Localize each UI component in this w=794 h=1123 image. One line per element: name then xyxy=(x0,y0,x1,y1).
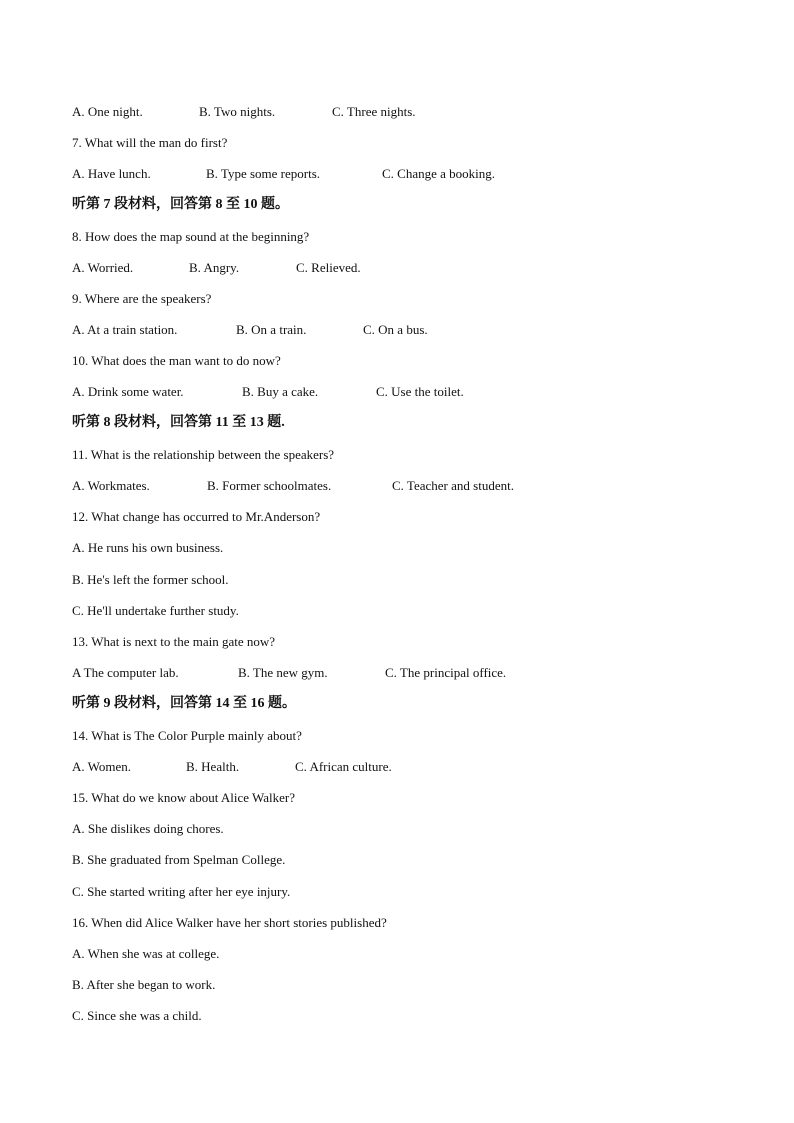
answer-option: C. Three nights. xyxy=(332,104,416,119)
question-text: 9. Where are the speakers? xyxy=(72,291,212,306)
answer-option: C. African culture. xyxy=(295,759,392,774)
answer-option: A. Worried. xyxy=(72,260,134,275)
answer-option: A. Workmates. xyxy=(72,478,150,493)
question-text: 11. What is the relationship between the speakers? xyxy=(72,447,335,462)
answer-option: A The computer lab. xyxy=(72,665,179,680)
question-text: 7. What will the man do first? xyxy=(72,135,228,150)
answer-option: B. Angry. xyxy=(189,260,240,275)
question-text: B. After she began to work. xyxy=(72,977,216,992)
question-text: C. Since she was a child. xyxy=(72,1008,202,1023)
question-text: B. He's left the former school. xyxy=(72,572,229,587)
answer-option: B. Former schoolmates. xyxy=(207,478,332,493)
answer-option: A. Women. xyxy=(72,759,132,774)
answer-option: C. Use the toilet. xyxy=(376,384,464,399)
answer-option: C. Teacher and student. xyxy=(392,478,514,493)
question-text: A. She dislikes doing chores. xyxy=(72,821,224,836)
section-heading: 听第 9 段材料，回答第 14 至 16 题。 xyxy=(72,696,296,711)
answer-option: A. Drink some water. xyxy=(72,384,184,399)
section-heading: 听第 7 段材料，回答第 8 至 10 题。 xyxy=(72,197,289,212)
answer-option: B. Health. xyxy=(186,759,240,774)
answer-option: A. At a train station. xyxy=(72,322,178,337)
question-text: 10. What does the man want to do now? xyxy=(72,353,281,368)
question-text: 15. What do we know about Alice Walker? xyxy=(72,790,296,805)
question-text: 12. What change has occurred to Mr.Anderson? xyxy=(72,509,321,524)
answer-option: B. The new gym. xyxy=(238,665,328,680)
question-text: 14. What is The Color Purple mainly about? xyxy=(72,728,302,743)
question-text: C. She started writing after her eye injury. xyxy=(72,884,291,899)
answer-option: C. Relieved. xyxy=(296,260,361,275)
answer-option: A. One night. xyxy=(72,104,143,119)
answer-option: C. On a bus. xyxy=(363,322,428,337)
question-text: A. He runs his own business. xyxy=(72,540,224,555)
question-text: B. She graduated from Spelman College. xyxy=(72,852,286,867)
section-heading: 听第 8 段材料，回答第 11 至 13 题. xyxy=(72,415,285,430)
answer-option: B. Two nights. xyxy=(199,104,276,119)
answer-option: B. On a train. xyxy=(236,322,307,337)
answer-option: B. Type some reports. xyxy=(206,166,321,181)
answer-option: C. Change a booking. xyxy=(382,166,496,181)
question-text: 8. How does the map sound at the beginning? xyxy=(72,229,310,244)
answer-option: A. Have lunch. xyxy=(72,166,151,181)
question-text: A. When she was at college. xyxy=(72,946,220,961)
answer-option: B. Buy a cake. xyxy=(242,384,319,399)
question-text: C. He'll undertake further study. xyxy=(72,603,239,618)
question-text: 13. What is next to the main gate now? xyxy=(72,634,276,649)
answer-option: C. The principal office. xyxy=(385,665,507,680)
question-text: 16. When did Alice Walker have her short stories published? xyxy=(72,915,387,930)
